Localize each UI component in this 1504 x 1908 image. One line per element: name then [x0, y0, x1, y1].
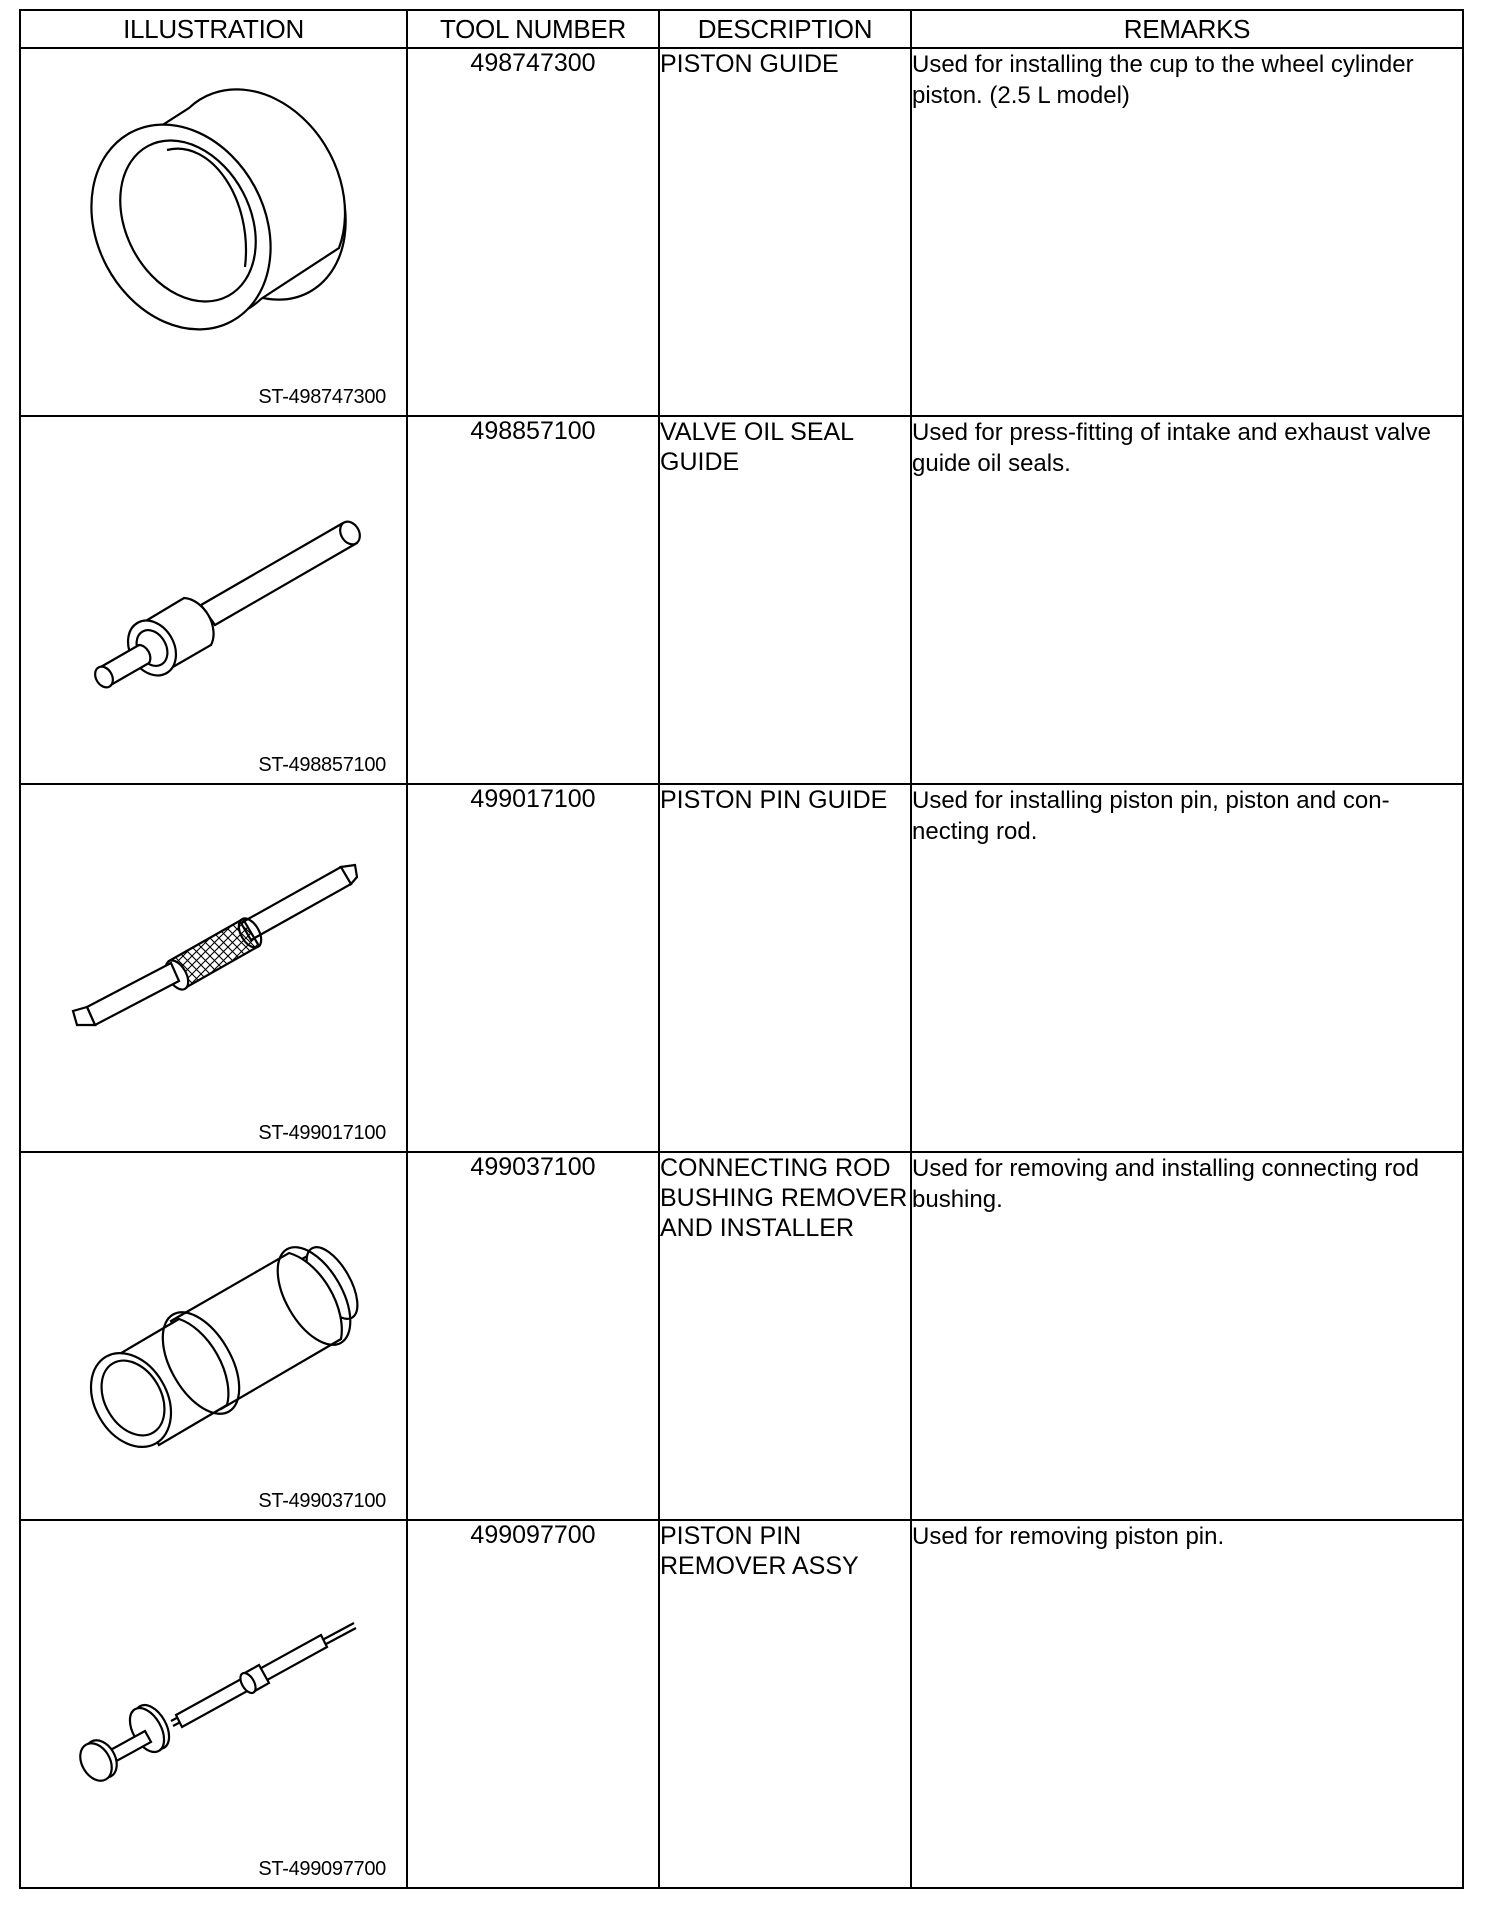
tool-remarks: Used for installing piston pin, piston and con-necting rod.	[911, 784, 1463, 1152]
tool-remarks: Used for press-fitting of intake and exhaust valve guide oil seals.	[911, 416, 1463, 784]
tool-number: 499037100	[407, 1152, 659, 1520]
table-row	[20, 48, 1463, 416]
tool-number: 499097700	[407, 1520, 659, 1888]
tool-description: VALVE OIL SEAL GUIDE	[659, 416, 911, 784]
piston-pin-remover-icon	[21, 1521, 408, 1889]
header-tool-number: TOOL NUMBER	[407, 10, 659, 48]
tool-description: PISTON GUIDE	[659, 48, 911, 416]
illustration-code: ST-499097700	[258, 1858, 386, 1880]
special-tools-table	[19, 9, 1464, 1889]
illustration-code: ST-498747300	[258, 386, 386, 408]
connecting-rod-bushing-tool-icon	[21, 1153, 408, 1521]
illustration-code: ST-498857100	[258, 754, 386, 776]
tool-number: 498857100	[407, 416, 659, 784]
tool-description: PISTON PIN REMOVER ASSY	[659, 1520, 911, 1888]
illustration-cell	[20, 48, 407, 416]
piston-pin-guide-icon	[21, 785, 408, 1153]
tool-remarks: Used for removing and installing connecting rod bushing.	[911, 1152, 1463, 1520]
illustration-code: ST-499017100	[258, 1122, 386, 1144]
valve-oil-seal-guide-icon	[21, 417, 408, 785]
header-remarks: REMARKS	[911, 10, 1463, 48]
tool-description: PISTON PIN GUIDE	[659, 784, 911, 1152]
header-description: DESCRIPTION	[659, 10, 911, 48]
table-header-row	[20, 10, 1463, 48]
illustration-cell	[20, 1520, 407, 1888]
table-row	[20, 1520, 1463, 1888]
tool-number: 499017100	[407, 784, 659, 1152]
tool-remarks: Used for removing piston pin.	[911, 1520, 1463, 1888]
illustration-cell	[20, 1152, 407, 1520]
piston-guide-ring-icon	[21, 49, 408, 417]
table-row	[20, 784, 1463, 1152]
illustration-code: ST-499037100	[258, 1490, 386, 1512]
tool-number: 498747300	[407, 48, 659, 416]
header-illustration: ILLUSTRATION	[20, 10, 407, 48]
tool-remarks: Used for installing the cup to the wheel cylinder piston. (2.5 L model)	[911, 48, 1463, 416]
table-row	[20, 1152, 1463, 1520]
illustration-cell	[20, 416, 407, 784]
tool-description: CONNECTING ROD BUSHING REMOVER AND INSTALLER	[659, 1152, 911, 1520]
illustration-cell	[20, 784, 407, 1152]
table-row	[20, 416, 1463, 784]
